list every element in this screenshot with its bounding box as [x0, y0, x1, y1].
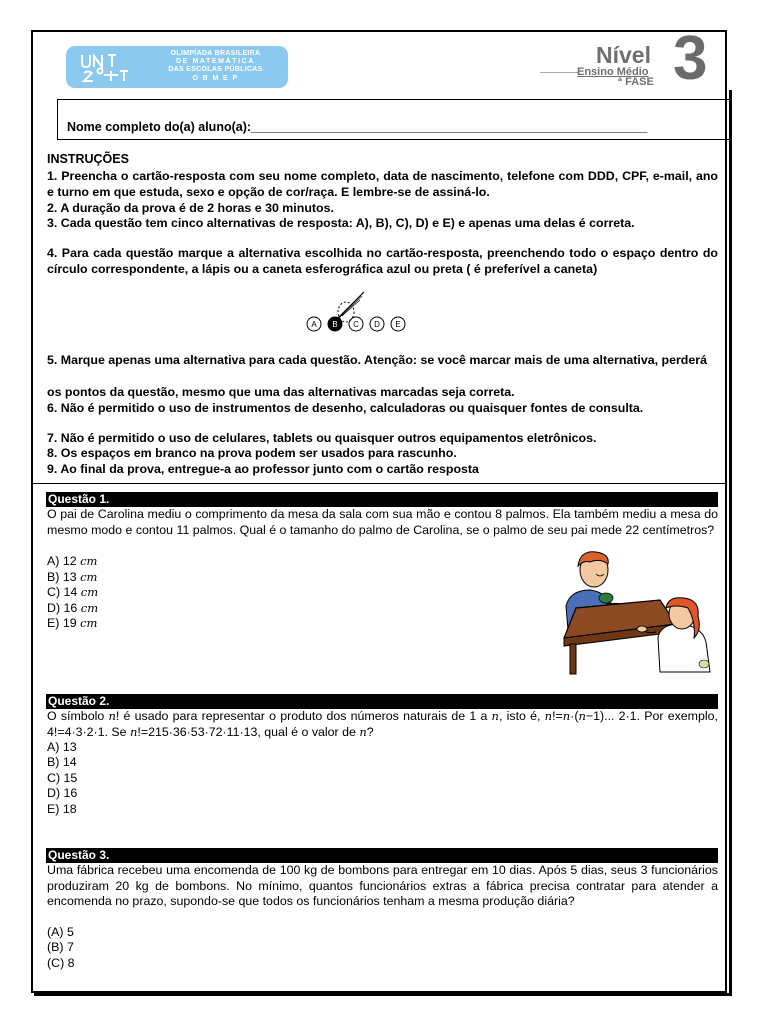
q2-text-part: !=215·36·53·72·11·13, qual é o valor de: [137, 724, 360, 739]
q2-text-part: ·(: [570, 709, 579, 723]
logo-line: DAS ESCOLAS PÚBLICAS: [168, 66, 263, 74]
father-daughter-table-image: [556, 546, 718, 676]
instruction-item: 1. Preencha o cartão-resposta com seu nome completo, data de nascimento, telefone com DDD, CPF, e-mail, ano e turno em que estuda, sexo e opção de cor/raça. E lembre-se de assiná-lo.: [47, 169, 718, 199]
question-1-option-d[interactable]: [47, 601, 98, 617]
instruction-item: os pontos da questão, mesmo que uma das alternativas marcadas seja correta.: [47, 385, 515, 399]
logo-symbol-icon: [78, 51, 134, 83]
instruction-item: 5. Marque apenas uma alternativa para cada questão. Atenção: se você marcar mais de uma alternativa, perderá: [47, 353, 707, 367]
instruction-item: 3. Cada questão tem cinco alternativas de resposta: A), B), C), D) e E) e apenas uma delas é correta.: [47, 216, 635, 230]
q2-text-part: O símbolo: [47, 709, 109, 723]
question-3-text: Uma fábrica recebeu uma encomenda de 100 kg de bombons para entregar em 10 dias. Após 5 dias, seus 3 funcionários produziram 20 kg de bombons. No mínimo, quantos funcionários extras a fábrica precisa contratar para atender a encomenda no prazo, supondo-se que todos os funcionários tenham a mesma produção diária?: [47, 863, 718, 908]
instruction-item: 8. Os espaços em branco na prova podem ser usados para rascunho.: [47, 446, 457, 460]
page-shadow-bottom: [34, 993, 732, 996]
instruction-item: 4. Para cada questão marque a alternativa escolhida no cartão-resposta, preenchendo todo o espaço dentro do círculo correspondente, a lápis ou a caneta esferográfica azul ou preta ( é preferível a caneta): [47, 246, 718, 276]
q2-math-n: n: [562, 709, 571, 723]
q2-text-part: ! é usado para representar o produto dos números naturais de 1 a: [115, 709, 492, 723]
nivel-number: 3: [673, 24, 708, 93]
q2-text-part: !=: [552, 709, 563, 723]
q2-math-n: n: [108, 709, 116, 723]
nivel-label: Nível: [596, 42, 651, 68]
q2-text-part: ?: [366, 724, 374, 739]
option-unit: cm: [80, 616, 98, 630]
q2-math-n: n: [544, 709, 553, 723]
bubble-row-graphic: [302, 290, 412, 334]
bubble-letter: C: [353, 320, 359, 329]
q2-math-n: n: [130, 724, 138, 739]
question-1-option-e[interactable]: [47, 616, 97, 632]
question-2-option-c[interactable]: C) 15: [47, 771, 78, 785]
q2-text-part: , isto é,: [498, 709, 545, 723]
question-3-option-b[interactable]: (B) 7: [47, 940, 74, 954]
option-unit: cm: [80, 570, 98, 584]
question-3-option-c[interactable]: (C) 8: [47, 956, 75, 970]
bubble-letter: A: [311, 320, 317, 329]
student-name-field[interactable]: Nome completo do(a) aluno(a):_________________________________________________________: [67, 120, 648, 134]
instruction-item: 2. A duração da prova é de 2 horas e 30 minutos.: [47, 201, 334, 215]
logo-line: O B M E P: [192, 74, 239, 82]
question-1-option-b[interactable]: [47, 570, 97, 586]
option-unit: cm: [80, 585, 99, 599]
logo-line: OLIMPÍADA BRASILEIRA: [170, 50, 261, 57]
fase-label: ª FASE: [618, 76, 654, 88]
q2-math-n: n: [359, 724, 367, 739]
question-2-option-e[interactable]: E) 18: [47, 802, 77, 816]
question-1-header: Questão 1.: [46, 492, 718, 507]
option-unit: cm: [80, 601, 99, 615]
bubble-letter: E: [395, 320, 401, 329]
question-1-option-a[interactable]: [47, 554, 97, 570]
bubble-letter: D: [374, 320, 380, 329]
answer-bubble-example: [302, 290, 412, 339]
option-unit: cm: [80, 554, 98, 568]
section-divider: [33, 483, 727, 484]
obmep-logo: [66, 46, 288, 88]
question-2-option-a[interactable]: A) 13: [47, 740, 77, 754]
option-label: A) 12: [47, 554, 81, 568]
logo-line: DE MATEMÁTICA: [176, 58, 255, 66]
option-label: D) 16: [47, 601, 81, 615]
question-2-option-b[interactable]: B) 14: [47, 755, 77, 769]
question-1-text: O pai de Carolina mediu o comprimento da mesa da sala com sua mão e contou 8 palmos. Ela também mediu a mesa do mesmo modo e contou 11 palmos. Qual é o tamanho do palmo de Carolina, se o palmo de seu pai mede 22 centímetros?: [47, 507, 718, 537]
bubble-letter: B: [332, 320, 338, 329]
table-measuring-illustration: [556, 546, 718, 681]
question-1-option-c[interactable]: [47, 585, 98, 601]
instructions-title: INSTRUÇÕES: [47, 152, 129, 166]
q2-math-n: n: [578, 709, 586, 723]
question-3-header: Questão 3.: [46, 848, 718, 863]
q2-math-n: n: [491, 709, 499, 723]
instruction-item: 9. Ao final da prova, entregue-a ao professor junto com o cartão resposta: [47, 462, 479, 476]
instruction-item: 7. Não é permitido o uso de celulares, tablets ou quaisquer outros equipamentos eletrônicos.: [47, 431, 597, 445]
question-2-option-d[interactable]: D) 16: [47, 786, 78, 800]
option-label: E) 19: [47, 616, 81, 630]
option-label: C) 14: [47, 585, 81, 599]
q2-text-part: −1)... 2·1. Por exemplo, 4!=4·3·2·1. Se: [47, 709, 718, 739]
question-3-option-a[interactable]: (A) 5: [47, 925, 74, 939]
page-shadow-right: [729, 90, 732, 996]
nivel-rule: [540, 72, 578, 73]
option-label: B) 13: [47, 570, 81, 584]
logo-text: [148, 50, 283, 83]
nivel-subtitle: Ensino Médio: [577, 66, 649, 78]
instruction-item: 6. Não é permitido o uso de instrumentos de desenho, calculadoras ou quaisquer fontes de consulta.: [47, 401, 644, 415]
question-2-text: [47, 709, 718, 740]
question-2-header: Questão 2.: [46, 694, 718, 709]
